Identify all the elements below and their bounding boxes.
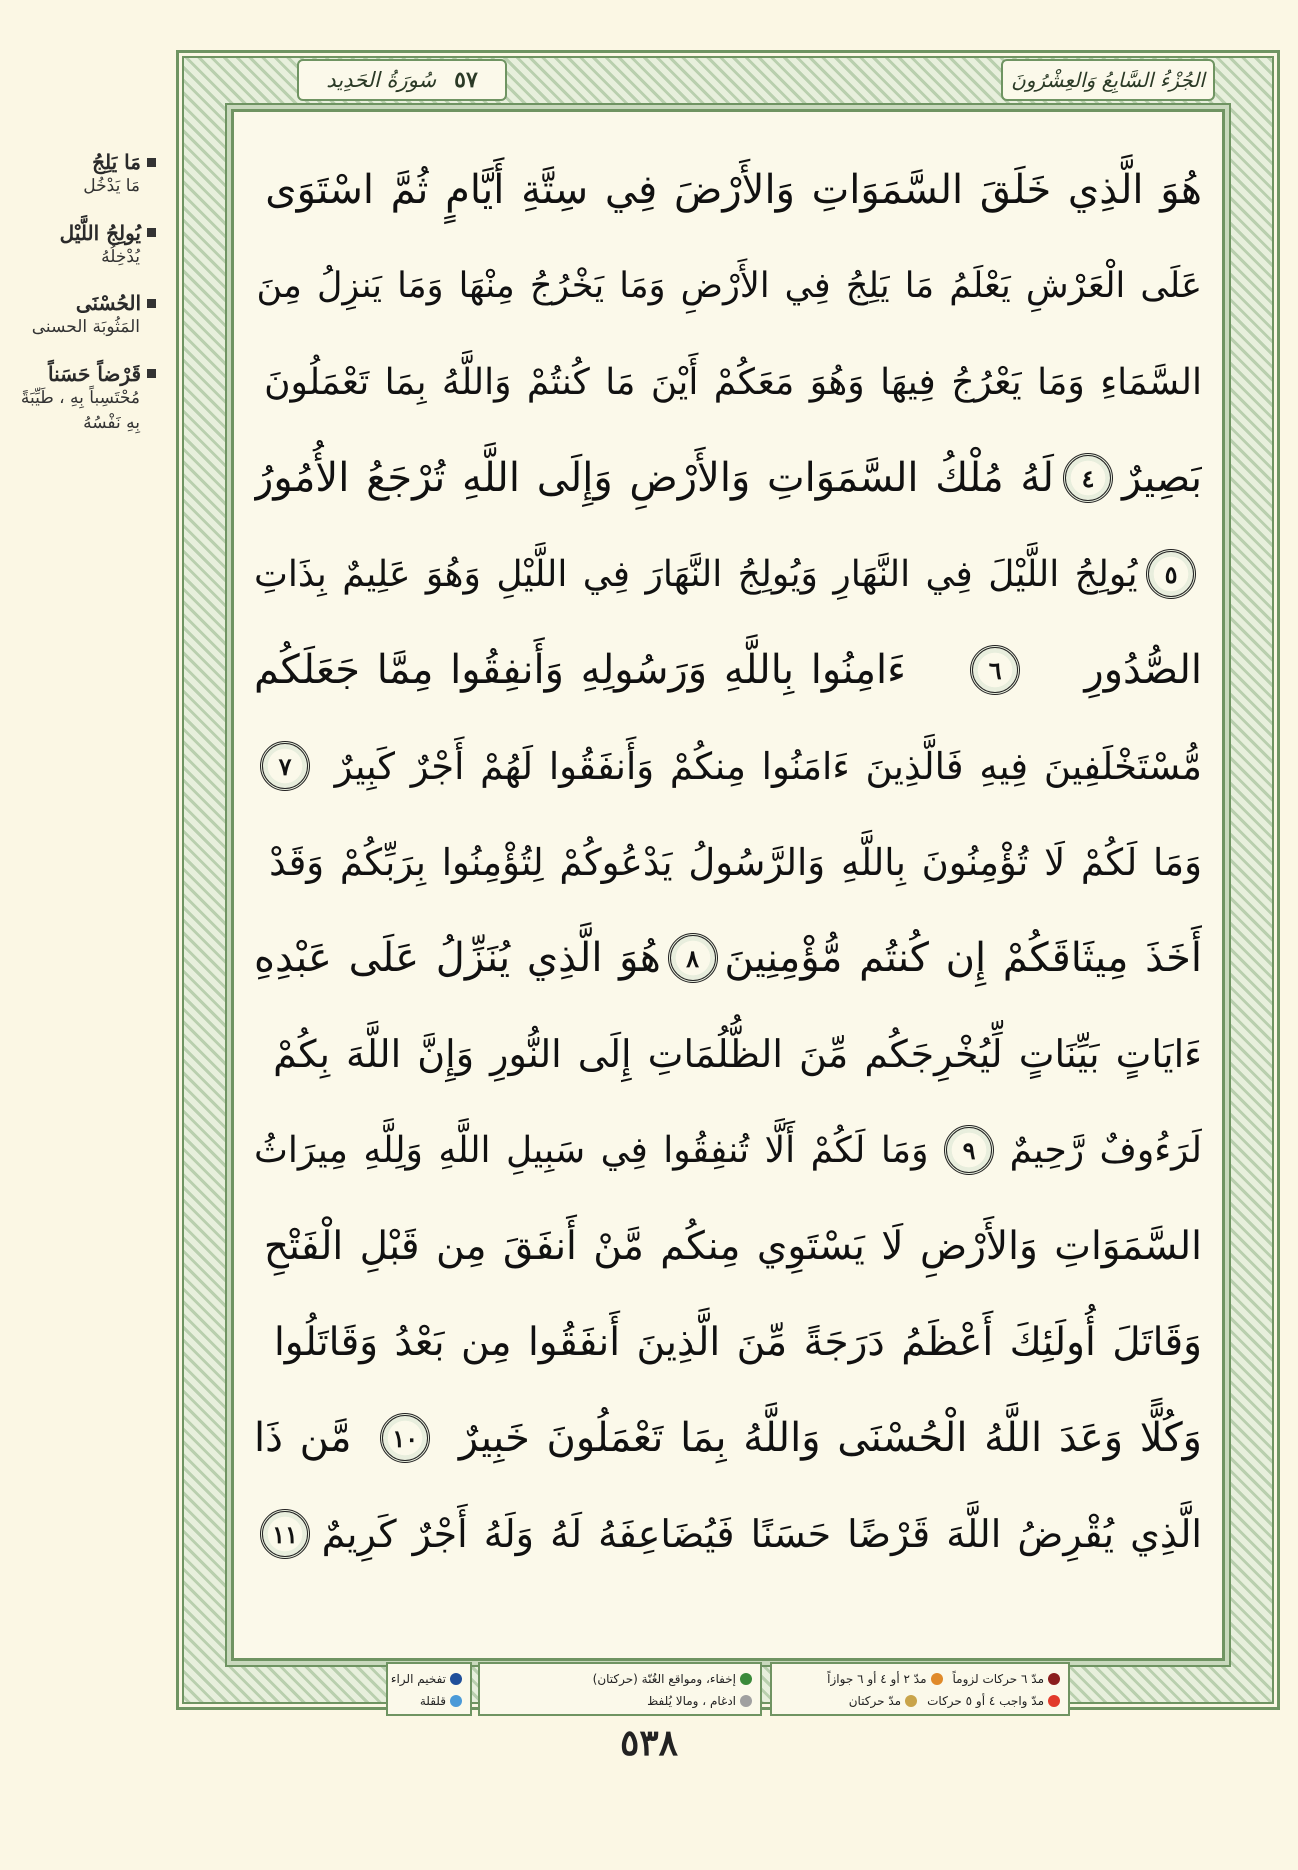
verse-line (254, 1198, 1202, 1294)
glossary-item (6, 221, 156, 270)
tajweed-legend-madd (770, 1662, 1070, 1716)
line-text: الصُّدُورِ (1084, 647, 1202, 693)
color-dot-icon (740, 1673, 752, 1685)
verse-number-marker: ١٠ (380, 1413, 430, 1463)
legend-item (827, 1672, 942, 1686)
verse-number-marker: ١١ (260, 1509, 310, 1559)
line-text: مُّسْتَخْلَفِينَ فِيهِ فَالَّذِينَ ءَامَنُوا مِنكُمْ وَأَنفَقُوا لَهُمْ أَجْرٌ كَبِيرٌ (334, 744, 1202, 788)
verse-line (254, 1486, 1202, 1582)
verse-number-marker: ٩ (944, 1125, 994, 1175)
bullet-icon (147, 158, 156, 167)
line-text: وَكُلًّا وَعَدَ اللَّهُ الْحُسْنَى وَاللَّهُ بِمَا تَعْمَلُونَ خَبِيرٌ (458, 1415, 1202, 1461)
legend-label: مدّ حركتان (848, 1694, 902, 1708)
verse-line (254, 622, 1202, 718)
legend-label: مدّ واجب ٤ أو ٥ حركات (927, 1694, 1044, 1708)
glossary-definition: مَا يَدْخُل (83, 176, 140, 196)
line-text: وَمَا لَكُمْ أَلَّا تُنفِقُوا فِي سَبِيلِ اللَّهِ وَلِلَّهِ مِيرَاثُ (254, 1129, 929, 1171)
bullet-icon (147, 369, 156, 378)
bullet-icon (147, 228, 156, 237)
line-text: وَقَاتَلَ أُولَئِكَ أَعْظَمُ دَرَجَةً مِّنَ الَّذِينَ أَنفَقُوا مِن بَعْدُ وَقَاتَلُوا (273, 1319, 1202, 1365)
verse-line (254, 1294, 1202, 1390)
text-panel (231, 109, 1225, 1661)
glossary-term: يُولِجُ اللَّيْل (59, 220, 141, 245)
surah-number: ٥٧ (454, 67, 478, 93)
color-dot-icon (740, 1695, 752, 1707)
verse-line (254, 718, 1202, 814)
line-text: أَخَذَ مِيثَاقَكُمْ إِن كُنتُم مُّؤْمِنِينَ (724, 935, 1202, 981)
legend-label: قلقلة (419, 1694, 446, 1708)
verse-line (254, 1006, 1202, 1102)
verse-line (254, 1390, 1202, 1486)
verse-line (254, 142, 1202, 238)
verse-line (254, 334, 1202, 430)
glossary-term: قَرْضاً حَسَناً (48, 361, 141, 386)
verse-line (254, 1102, 1202, 1198)
legend-item (420, 1694, 462, 1708)
legend-label: مدّ ٢ أو ٤ أو ٦ جوازاً (827, 1672, 927, 1686)
color-dot-icon (450, 1695, 462, 1707)
verse-line (254, 910, 1202, 1006)
color-dot-icon (931, 1673, 943, 1685)
verse-number-marker: ٨ (668, 933, 718, 983)
verse-line (254, 238, 1202, 334)
legend-label: تفخيم الراء (390, 1672, 446, 1686)
line-text: ءَايَاتٍ بَيِّنَاتٍ لِّيُخْرِجَكُم مِّنَ الظُّلُمَاتِ إِلَى النُّورِ وَإِنَّ اللَّهَ بِكُمْ (273, 1032, 1202, 1076)
glossary-item (6, 150, 156, 199)
page-number: ٥٣٨ (619, 1722, 678, 1764)
verse-number-marker: ٧ (260, 741, 310, 791)
legend-label: مدّ ٦ حركات لزوماً (952, 1672, 1044, 1686)
page-frame (176, 50, 1280, 1710)
verse-number-marker: ٥ (1146, 549, 1196, 599)
glossary-definition: المَثُوبَة الحسنى (31, 317, 140, 338)
line-text: يُولِجُ اللَّيْلَ فِي النَّهَارِ وَيُولِجُ النَّهَارَ فِي اللَّيْلِ وَهُوَ عَلِيمٌ بِذَاتِ (254, 553, 1138, 595)
legend-item (927, 1694, 1060, 1708)
line-text: هُوَ الَّذِي خَلَقَ السَّمَوَاتِ وَالأَرْضَ فِي سِتَّةِ أَيَّامٍ ثُمَّ اسْتَوَى (265, 167, 1202, 213)
bullet-icon (147, 299, 156, 308)
legend-item (953, 1672, 1061, 1686)
color-dot-icon (450, 1673, 462, 1685)
line-text: السَّمَوَاتِ وَالأَرْضِ لَا يَسْتَوِي مِنكُم مَّنْ أَنفَقَ مِن قَبْلِ الْفَتْحِ (263, 1223, 1202, 1269)
color-dot-icon (905, 1695, 917, 1707)
line-text: عَلَى الْعَرْشِ يَعْلَمُ مَا يَلِجُ فِي الأَرْضِ وَمَا يَخْرُجُ مِنْهَا وَمَا يَنزِلُ مِنَ (256, 266, 1202, 306)
legend-item (593, 1672, 752, 1686)
verse-line (254, 430, 1202, 526)
line-text: ءَامِنُوا بِاللَّهِ وَرَسُولِهِ وَأَنفِقُوا مِمَّا جَعَلَكُم (254, 647, 906, 693)
legend-label: ادغام ، ومالا يُلفظ (647, 1694, 736, 1708)
juz-header (1001, 59, 1215, 101)
glossary-item (6, 291, 156, 340)
verse-line (254, 814, 1202, 910)
verse-line (254, 526, 1202, 622)
line-text: الَّذِي يُقْرِضُ اللَّهَ قَرْضًا حَسَنًا فَيُضَاعِفَهُ لَهُ وَلَهُ أَجْرٌ كَرِيمٌ (321, 1512, 1202, 1556)
margin-glossary (6, 150, 156, 457)
legend-item (391, 1672, 462, 1686)
legend-label: إخفاء، ومواقع الغُنّة (حركتان) (592, 1672, 736, 1686)
juz-title: الجُزْءُ السَّابِعُ وَالعِشْرُونَ (1011, 68, 1205, 92)
line-text: مَّن ذَا (254, 1415, 352, 1461)
color-dot-icon (1048, 1695, 1060, 1707)
tajweed-legend-ra (386, 1662, 472, 1716)
legend-item (849, 1694, 917, 1708)
line-text: هُوَ الَّذِي يُنَزِّلُ عَلَى عَبْدِهِ (254, 935, 661, 981)
line-text: لَهُ مُلْكُ السَّمَوَاتِ وَالأَرْضِ وَإِلَى اللَّهِ تُرْجَعُ الأُمُورُ (254, 455, 1054, 501)
tajweed-legend-ghunna (478, 1662, 762, 1716)
color-dot-icon (1048, 1673, 1060, 1685)
surah-header (297, 59, 507, 101)
glossary-definition: يُدْخِلُهُ (101, 246, 140, 267)
line-text: السَّمَاءِ وَمَا يَعْرُجُ فِيهَا وَهُوَ مَعَكُمْ أَيْنَ مَا كُنتُمْ وَاللَّهُ بِمَا تَعْمَلُونَ (264, 361, 1202, 403)
verse-number-marker: ٦ (970, 645, 1020, 695)
glossary-term: الحُسْنَى (75, 291, 141, 316)
legend-item (647, 1694, 752, 1708)
verse-number-marker: ٤ (1063, 453, 1113, 503)
surah-title: سُورَةُ الحَدِيد (326, 68, 437, 92)
line-text: وَمَا لَكُمْ لَا تُؤْمِنُونَ بِاللَّهِ وَالرَّسُولُ يَدْعُوكُمْ لِتُؤْمِنُوا بِرَبِّكُمْ وَقَدْ (269, 840, 1202, 884)
verses (254, 142, 1202, 1582)
glossary-definition: مُحْتَسِباً بِهِ ، طَيِّبَةً بِهِ نَفْسُهُ (20, 387, 140, 433)
line-text: لَرَءُوفٌ رَّحِيمٌ (1009, 1129, 1202, 1171)
line-text: بَصِيرٌ (1122, 455, 1202, 501)
glossary-term: مَا يَلِجُ (92, 150, 141, 174)
glossary-item (6, 362, 156, 435)
